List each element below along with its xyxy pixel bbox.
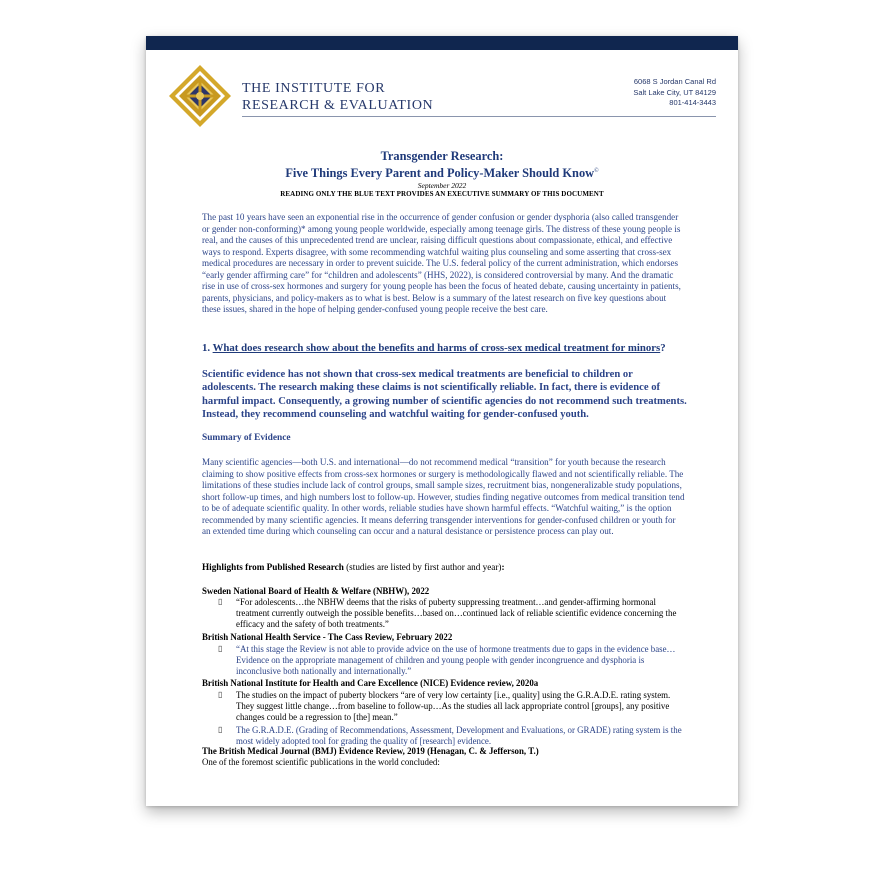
header-divider — [242, 116, 716, 117]
institute-logo-icon — [168, 64, 232, 128]
list-item — [218, 644, 688, 676]
bullet-text: The G.R.A.D.E. (Grading of Recommendations, Assessment, Development and Evaluations, or GRADE) rating system is the most widely adopted tool for grading the quality of [research] evidence. — [236, 725, 682, 746]
source-heading: Sweden National Board of Health & Welfare (NBHW), 2022 — [202, 586, 430, 596]
org-name-line2: RESEARCH & EVALUATION — [242, 98, 434, 113]
org-name-line1: THE INSTITUTE FOR — [242, 81, 386, 96]
highlights-note: (studies are listed by first author and year) — [343, 562, 502, 572]
bullet-icon: ▯ — [218, 597, 223, 606]
document-page — [146, 36, 738, 806]
org-address — [633, 77, 716, 109]
bullet-icon: ▯ — [218, 725, 223, 734]
intro-paragraph: The past 10 years have seen an exponential rise in the occurrence of gender confusion or gender dysphoria (also called transgender or gender non-conforming)* among young people worldwide, especially among teenage girls. The distress of these young people is real, and the causes of this unprecedented trend are unclear, raising difficult questions about compassionate, ethical, and effective ways to respond. Experts disagree, with some recommending watchful waiting plus counseling and some asserting that cross-sex medical procedures are necessary in order to prevent suicide. The U.S. federal policy of the current administration, which endorses “early gender affirming care” for “children and adolescents” (HHS, 2022), is considered controversial by many. And the dramatic rise in use of cross-sex hormones and surgery for young people has been the focus of heated debate, causing uncertainty in patients, parents, physicians, and policy-makers as to what is best. Below is a summary of the latest research on five key questions about these issues, shared in the hope of helping gender-confused young people receive the best care. — [202, 212, 681, 314]
address-city: Salt Lake City, UT 84129 — [633, 87, 716, 97]
summary-heading: Summary of Evidence — [202, 433, 291, 443]
answer-summary: Scientific evidence has not shown that cross-sex medical treatments are beneficial to children or adolescents. The research making these claims is not scientifically reliable. In fact, there is evidence of harmful impact. Consequently, a growing number of scientific agencies do not recommend such treatments. Instead, they recommend counseling and watchful waiting for gender-confused youth. — [202, 369, 687, 421]
list-item — [218, 690, 688, 722]
bullet-text: The studies on the impact of puberty blockers “are of very low certainty [i.e., quality] using the G.R.A.D.E. rating system. They suggest little change…from baseline to follow-up…As the studies all lack appropriate control [groups], any positive changes could be a regression to [the] mean.” — [236, 690, 671, 722]
org-phone: 801-414-3443 — [669, 98, 716, 107]
source-heading: British National Institute for Health and Care Excellence (NICE) Evidence review, 2020a — [202, 678, 539, 688]
highlights-colon: : — [501, 562, 505, 572]
document-title-line2 — [146, 164, 738, 181]
list-item — [218, 597, 688, 629]
source-heading: British National Health Service - The Cass Review, February 2022 — [202, 632, 453, 642]
copyright-mark: © — [594, 168, 599, 174]
header-bar — [146, 36, 738, 50]
document-title-line1: Transgender Research: — [380, 149, 504, 163]
highlights-label: Highlights from Published Research — [202, 562, 344, 572]
closing-line: One of the foremost scientific publications in the world concluded: — [202, 757, 440, 767]
question-link[interactable]: What does research show about the benefits and harms of cross-sex medical treatment for minors — [212, 342, 661, 354]
bullet-icon: ▯ — [218, 690, 223, 699]
organization-name — [242, 80, 433, 114]
document-date: September 2022 — [417, 181, 467, 190]
question-mark: ? — [660, 342, 666, 354]
bullet-text: “For adolescents…the NBHW deems that the risks of puberty suppressing treatment…and gender-affirming hormonal treatment currently outweigh the possible benefits…based on…continued lack of reliable scientific evidence concerning the efficacy and the safety of both treatments.” — [236, 597, 677, 629]
list-item — [218, 725, 688, 747]
executive-summary-note: READING ONLY THE BLUE TEXT PROVIDES AN EXECUTIVE SUMMARY OF THIS DOCUMENT — [280, 190, 604, 198]
bullet-icon: ▯ — [218, 644, 223, 653]
bullet-text: “At this stage the Review is not able to provide advice on the use of hormone treatments due to gaps in the evidence base…Evidence on the appropriate management of children and young people with gender incongruence and dysphoria is inconclusive both nationally and internationally.” — [236, 644, 676, 676]
title-text: Five Things Every Parent and Policy-Maker Should Know — [285, 166, 595, 181]
address-street: 6068 S Jordan Canal Rd — [633, 77, 716, 86]
summary-paragraph: Many scientific agencies—both U.S. and international—do not recommend medical “transition” for youth because the research claiming to show positive effects from cross-sex hormones or surgery is methodologically flawed and not scientifically reliable. The limitations of these studies include lack of control groups, small sample sizes, recruitment bias, nongeneralizable study populations, short follow-up times, and high numbers lost to follow-up. However, studies finding negative outcomes from medical transition tend to be of adequate scientific quality. In other words, reliable studies have shown harmful effects. “Watchful waiting,” is the option recommended by many scientific agencies. It means deferring transgender interventions for gender-confused children or youth for an extended time during which counseling can occur and a natural desistance or persistence process can play out. — [202, 457, 685, 536]
source-heading: The British Medical Journal (BMJ) Evidence Review, 2019 (Henagan, C. & Jefferson, T.) — [202, 746, 539, 756]
highlights-heading — [202, 562, 505, 572]
question-number: 1. — [202, 342, 213, 354]
question-heading — [202, 342, 692, 354]
